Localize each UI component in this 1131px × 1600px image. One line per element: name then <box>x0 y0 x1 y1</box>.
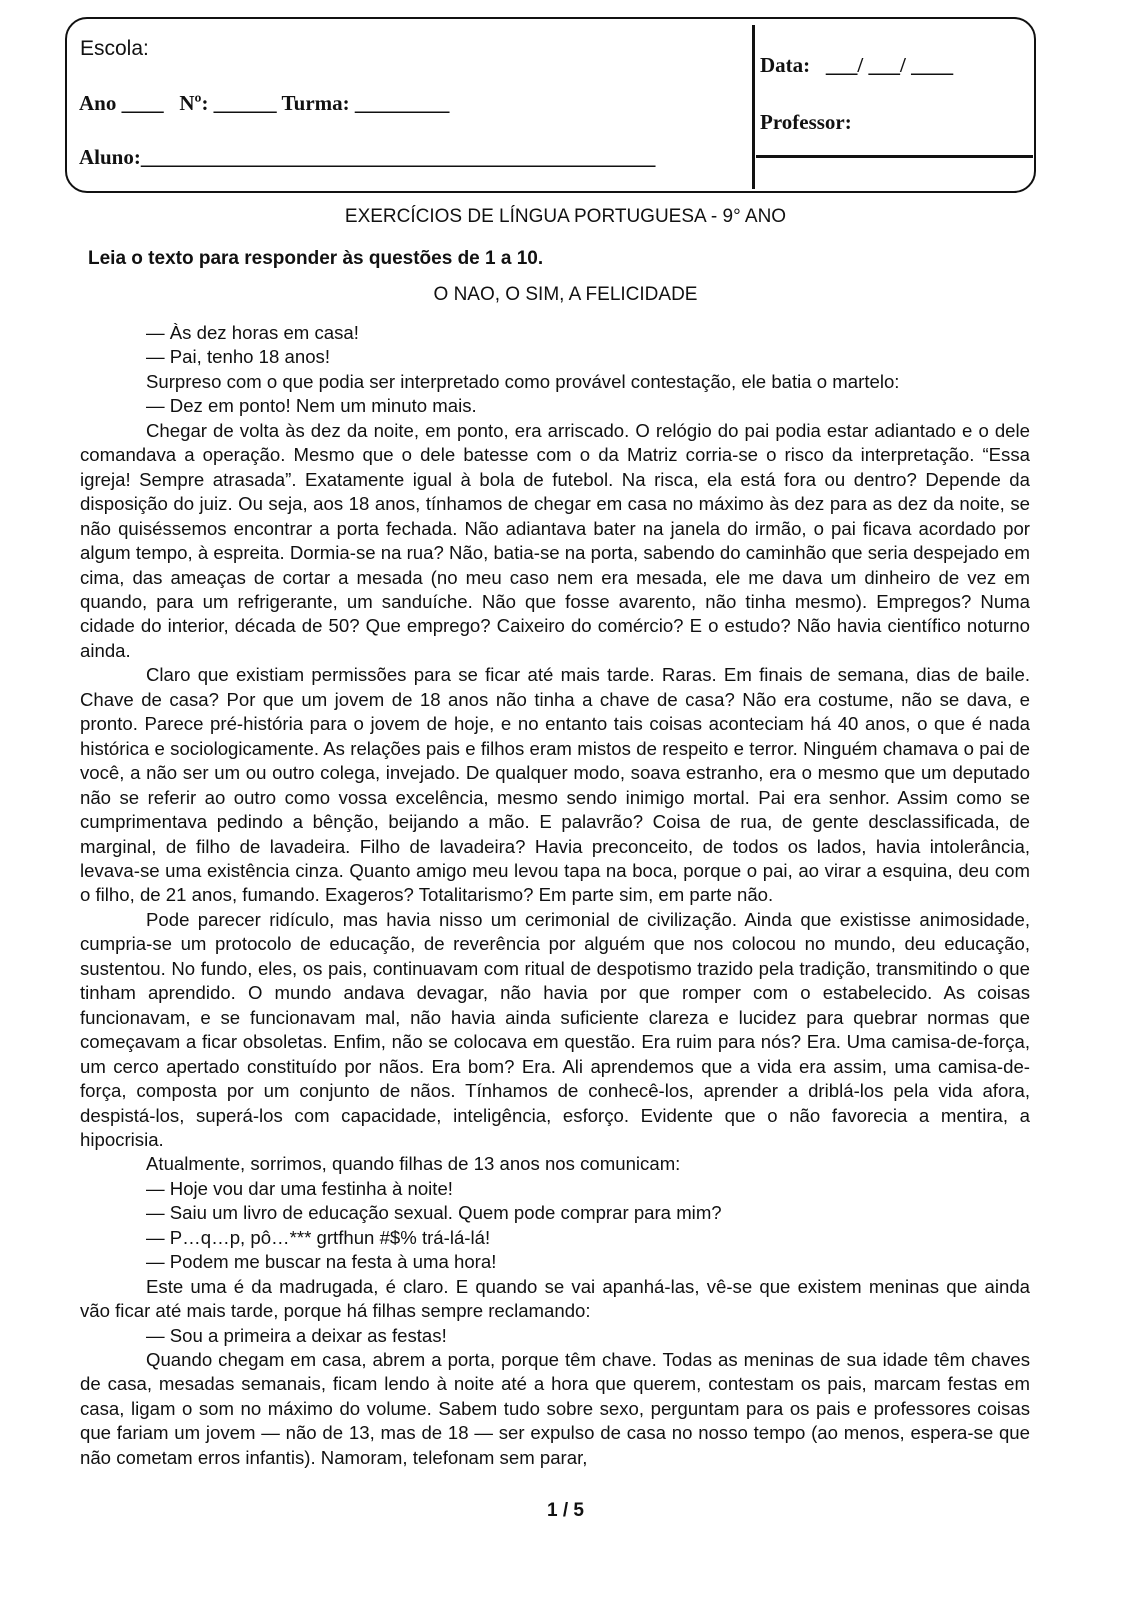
paragraph: Quando chegam em casa, abrem a porta, porque têm chave. Todas as meninas de sua idade têm chaves de casa, mesadas semanais, ficam lendo à noite até a hora que querem, contestam os pais, marcam festas em casa, ligam o som no máximo do volume. Sabem tudo sobre sexo, perguntam para os pais e professores coisas que fariam um jovem — não de 13, mas de 18 — ser expulso de casa no nosso tempo (ao menos, espera-se que não cometam erros infantis). Namoram, telefonam sem parar, <box>80 1349 1030 1468</box>
paragraph: — Às dez horas em casa! <box>146 322 359 343</box>
paragraph: — P…q…p, pô…*** grtfhun #$% trá-lá-lá! <box>146 1226 491 1248</box>
paragraph: Claro que existiam permissões para se ficar até mais tarde. Raras. Em finais de semana, dias de baile. Chave de casa? Por que um jovem de 18 anos não tinha a chave de casa? Não era costume, não se dava, e pronto. Parece pré-história para o jovem de hoje, e no entanto tais coisas aconteciam há 40 anos, o que é nada histórica e sociologicamente. As relações pais e filhos eram mistos de respeito e terror. Ninguém chamava o pai de você, a não ser um ou outro colega, invejado. De qualquer modo, soava estranho, era o mesmo que um deputado não se referir ao outro como vossa excelência, mesmo sendo inimigo mortal. Pai era senhor. Assim como se cumprimentava pedindo a bênção, beijando a mão. E palavrão? Coisa de rua, de gente desclassificada, de marginal, de filho de lavadeira. Filho de lavadeira? Havia preconceito, de todos os lados, havia intolerância, levava-se uma existência cinza. Quanto amigo meu levou tapa na boca, porque o pai, ao virar a esquina, deu com o filho, de 21 anos, fumando. Exageros? Totalitarismo? Em parte sim, em parte não. <box>80 664 1030 906</box>
header-box <box>65 17 1036 193</box>
exercise-title: EXERCÍCIOS DE LÍNGUA PORTUGUESA - 9° ANO <box>344 206 787 227</box>
paragraph: Este uma é da madrugada, é claro. E quando se vai apanhá-las, vê-se que existem meninas que ainda vão ficar até mais tarde, porque há filhas sempre reclamando: <box>80 1275 1030 1322</box>
reading-text <box>80 321 1030 1470</box>
escola-label: Escola: <box>80 37 149 60</box>
paragraph: — Sou a primeira a deixar as festas! <box>146 1324 447 1346</box>
professor-label: Professor: <box>760 110 852 134</box>
paragraph: — Pai, tenho 18 anos! <box>146 346 330 368</box>
ano-numero-turma-field: Ano ____ Nº: ______ Turma: _________ <box>79 91 450 115</box>
paragraph: — Saiu um livro de educação sexual. Quem pode comprar para mim? <box>146 1202 722 1224</box>
page-number: 1 / 5 <box>547 1500 584 1521</box>
paragraph: — Podem me buscar na festa à uma hora! <box>146 1251 497 1273</box>
data-field: Data: ___/ ___/ ____ <box>760 53 954 77</box>
professor-line <box>756 155 1033 158</box>
instruction: Leia o texto para responder às questões de 1 a 10. <box>88 248 544 269</box>
header-divider <box>752 25 755 189</box>
paragraph: — Hoje vou dar uma festinha à noite! <box>146 1177 453 1199</box>
paragraph: Atualmente, sorrimos, quando filhas de 13 anos nos comunicam: <box>146 1153 681 1175</box>
paragraph: — Dez em ponto! Nem um minuto mais. <box>146 395 477 417</box>
text-title: O NAO, O SIM, A FELICIDADE <box>433 284 698 305</box>
paragraph: Pode parecer ridículo, mas havia nisso um cerimonial de civilização. Ainda que existisse animosidade, cumpria-se um protocolo de educação, de reverência por alguém que nos colocou no mundo, deu educação, sustentou. No fundo, eles, os pais, continuavam com ritual de despotismo trazido pela tradição, transmitindo o que tinham aprendido. O mundo andava devagar, não havia por que romper com o estabelecido. As coisas funcionavam, e se funcionavam mal, não havia ainda suficiente clareza e lucidez para quebrar normas que começavam a ficar obsoletas. Enfim, não se colocava em questão. Era ruim para nós? Era. Uma camisa-de-força, um cerco apertado constituído por nãos. Era bom? Era. Ali aprendemos que a vida era assim, uma camisa-de-força, composta por um conjunto de nãos. Tínhamos de conhecê-los, aprender a driblá-los pela vida afora, despistá-los, superá-los com capacidade, inteligência, esforço. Evidente que o não favorecia a mentira, a hipocrisia. <box>80 908 1030 1150</box>
paragraph: Chegar de volta às dez da noite, em ponto, era arriscado. O relógio do pai podia estar adiantado e o dele comandava a operação. Mesmo que o dele batesse com o da Matriz corria-se o risco da interpretação. “Essa igreja! Sempre atrasada”. Exatamente igual à bola de futebol. Na risca, ela está fora ou dentro? Depende da disposição do juiz. Ou seja, aos 18 anos, tínhamos de chegar em casa no máximo às dez para as dez da noite, se não quiséssemos encontrar a porta fechada. Não adiantava bater na janela do irmão, o pai ficava acordado por algum tempo, à espreita. Dormia-se na rua? Não, batia-se na porta, sabendo do caminhão que seria despejado em cima, das ameaças de cortar a mesada (no meu caso nem era mesada, ele me dava um dinheiro de vez em quando, para um refrigerante, um sanduíche. Não que fosse avarento, não tinha mesmo). Empregos? Numa cidade do interior, década de 50? Que emprego? Caixeiro do comércio? E o estudo? Não havia científico noturno ainda. <box>80 419 1030 661</box>
paragraph: Surpreso com o que podia ser interpretado como provável contestação, ele batia o martelo: <box>146 370 900 392</box>
aluno-field: Aluno:_________________________________________________ <box>79 145 656 169</box>
